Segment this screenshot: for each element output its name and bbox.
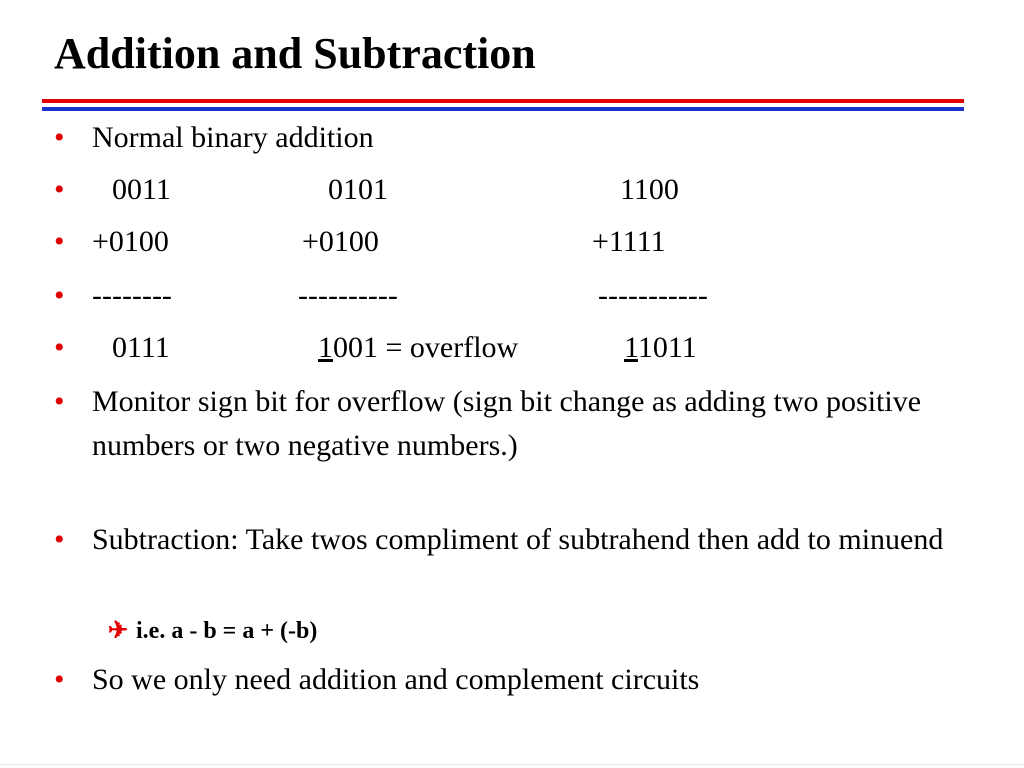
operand-col-2: 0101	[328, 173, 388, 206]
result-col-2-rest: 001 = overflow	[333, 331, 519, 364]
result-col-1: 0111	[112, 331, 170, 364]
bullet-dot: •	[54, 225, 65, 258]
separator-col-1: --------	[92, 279, 172, 312]
separator-col-3: -----------	[598, 279, 708, 312]
result-col-3-rest: 1011	[637, 331, 697, 364]
addend-col-2: +0100	[302, 225, 379, 258]
bullet-dot: •	[54, 279, 65, 312]
operand-col-3: 1100	[620, 173, 679, 206]
title-rule-blue	[42, 107, 964, 111]
bullet-dot: •	[54, 663, 65, 696]
carry-bit: 1	[624, 331, 638, 364]
airplane-icon: ✈	[108, 618, 129, 644]
bullet-dot: •	[54, 173, 65, 206]
result-col-2	[318, 326, 518, 370]
bullet-dot: •	[54, 121, 65, 154]
addend-col-1: +0100	[92, 225, 169, 258]
bullet-dot: •	[54, 331, 65, 364]
bullet-dot: •	[54, 385, 65, 418]
bullet-text: So we only need addition and complement circuits	[92, 663, 700, 696]
title-rule-red	[42, 99, 964, 103]
addend-col-3: +1111	[592, 225, 666, 258]
operand-col-1: 0011	[112, 173, 171, 206]
sub-bullet-text: i.e. a - b = a + (-b)	[136, 618, 318, 644]
bullet-text: Subtraction: Take twos compliment of subtrahend then add to minuend	[92, 523, 944, 556]
bullet-text: Monitor sign bit for overflow (sign bit change as adding two positive numbers or two negative numbers.)	[92, 385, 922, 462]
overflow-carry-bit: 1	[318, 331, 333, 364]
slide-title: Addition and Subtraction	[54, 29, 536, 78]
result-col-3	[624, 326, 697, 370]
footer-divider	[0, 764, 1024, 765]
bullet-dot: •	[54, 523, 65, 556]
bullet-text: Normal binary addition	[92, 121, 374, 154]
separator-col-2: ----------	[298, 279, 398, 312]
